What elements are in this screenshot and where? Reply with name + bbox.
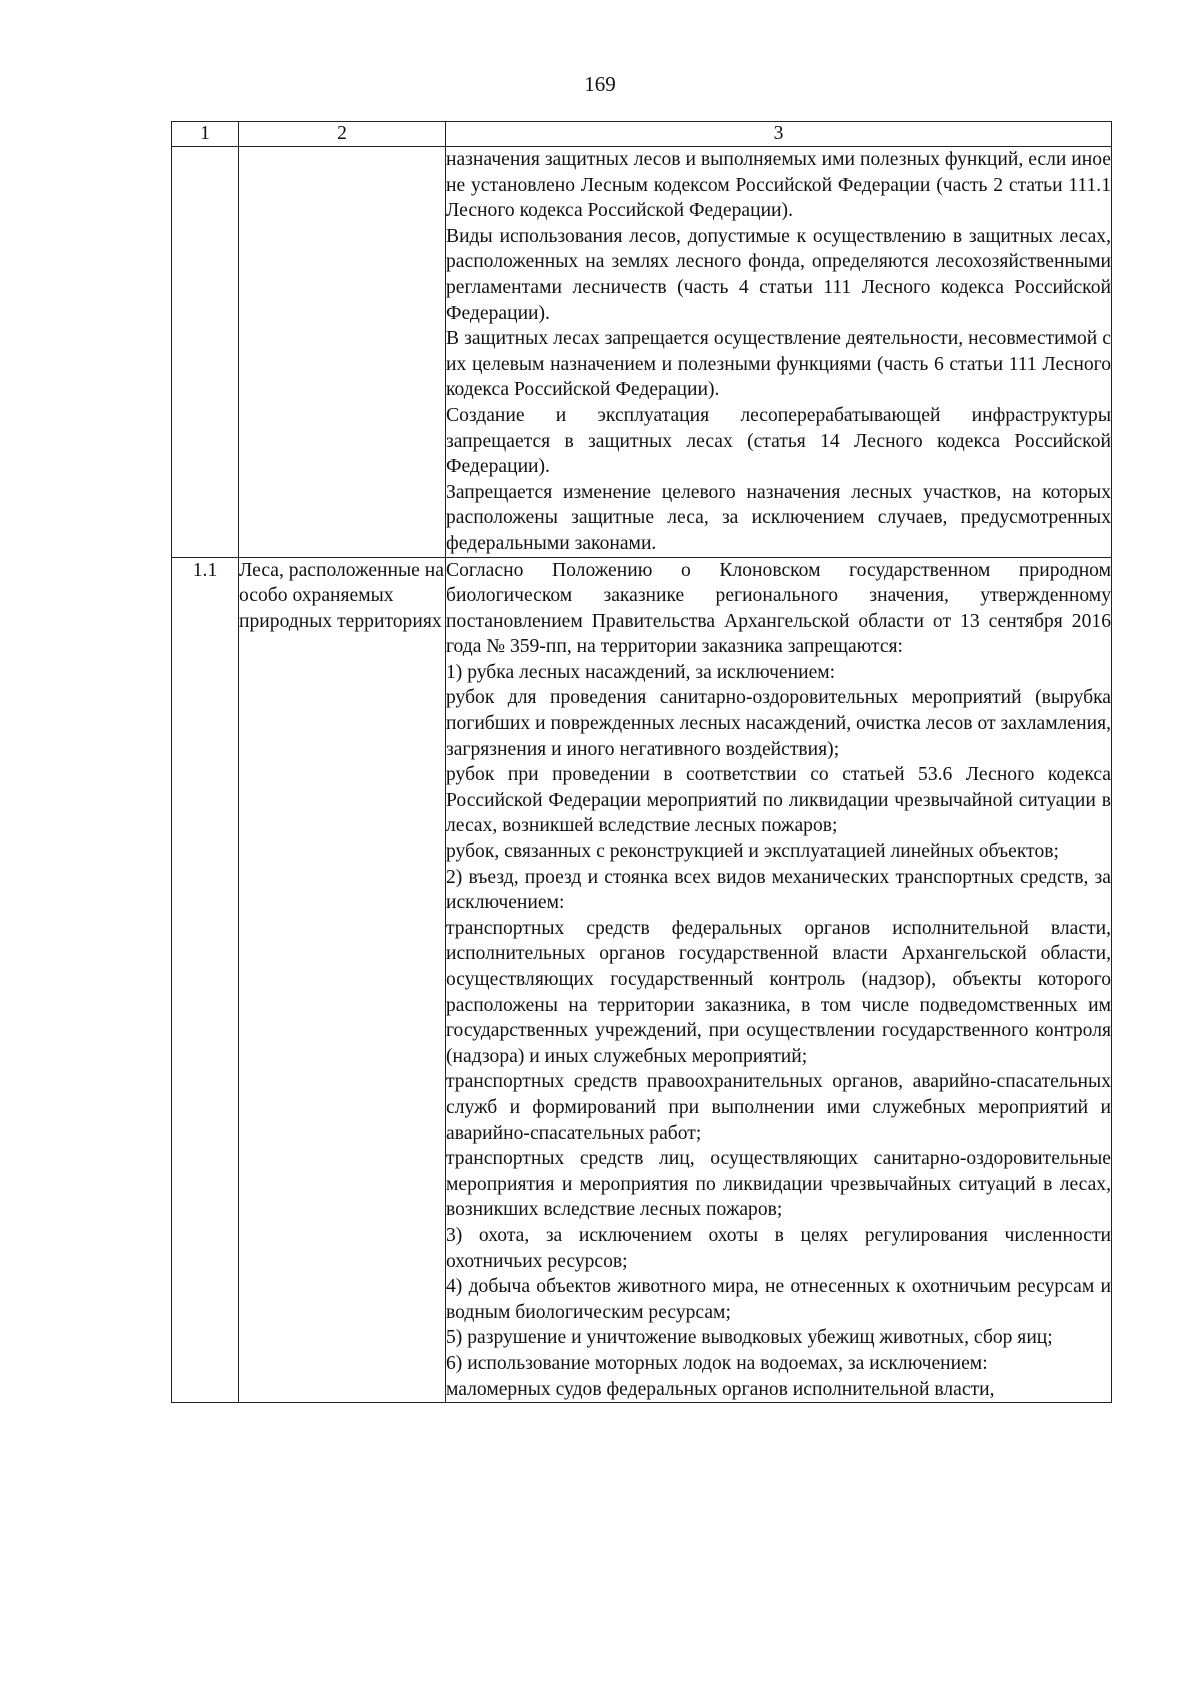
paragraph: 6) использование моторных лодок на водоемах, за исключением: (446, 1352, 988, 1374)
page-number: 169 (584, 72, 616, 96)
table-row (172, 147, 1112, 558)
column-number-2: 2 (239, 122, 446, 147)
regulation-table (171, 121, 1112, 1403)
paragraph: транспортных средств лиц, осуществляющих санитарно-оздоровительные мероприятия и мероприятия по ликвидации чрезвычайных ситуаций в лесах, возникших вследствие лесных пожаров; (446, 1148, 1111, 1221)
paragraph: рубок для проведения санитарно-оздоровительных мероприятий (вырубка погибших и поврежденных лесных насаждений, очистка лесов от захламления, загрязнения и иного негативного воздействия); (446, 687, 1111, 760)
paragraph: 3) охота, за исключением охоты в целях регулирования численности охотничьих ресурсов; (446, 1224, 1111, 1272)
paragraph: 4) добыча объектов животного мира, не отнесенных к охотничьим ресурсам и водным биологическим ресурсам; (446, 1276, 1111, 1323)
paragraph: Создание и эксплуатация лесоперерабатывающей инфраструктуры запрещается в защитных лесах (статья 14 Лесного кодекса Российской Федерации). (446, 404, 1111, 478)
paragraph: 2) въезд, проезд и стоянка всех видов механических транспортных средств, за исключением: (446, 866, 1111, 914)
row-category: Леса, расположенные на особо охраняемых природных территориях (239, 557, 446, 1403)
paragraph: транспортных средств правоохранительных органов, аварийно-спасательных служб и формирований при выполнении ими служебных мероприятий и аварийно-спасательных работ; (446, 1071, 1111, 1144)
paragraph: Согласно Положению о Клоновском государственном природном биологическом заказнике регионального значения, утвержденному постановлением Правительства Архангельской области от 13 сентября 2016 года № 359-пп, на территории заказника запрещаются: (446, 559, 1111, 658)
paragraph: рубок при проведении в соответствии со статьей 53.6 Лесного кодекса Российской Федерации мероприятий по ликвидации чрезвычайной ситуации в лесах, возникшей вследствие лесных пожаров; (446, 764, 1111, 837)
paragraph: 1) рубка лесных насаждений, за исключением: (446, 661, 836, 683)
row-requirements (446, 557, 1112, 1403)
paragraph: Запрещается изменение целевого назначения лесных участков, на которых расположены защитные леса, за исключением случаев, предусмотренных федеральными законами. (446, 481, 1111, 554)
row-number: 1.1 (172, 557, 239, 1403)
paragraph: назначения защитных лесов и выполняемых ими полезных функций, если иное не установлено Лесным кодексом Российской Федерации (часть 2 статьи 111.1 Лесного кодекса Российской Федерации). (446, 149, 1111, 222)
table-header-row (172, 122, 1112, 147)
paragraph: транспортных средств федеральных органов исполнительной власти, исполнительных органов государственной власти Архангельской области, осуществляющих государственный контроль (надзор), объекты которого расположены на территории заказника, в том числе подведомственных им государственных учреждений, при осуществлении государственного контроля (надзора) и иных служебных мероприятий; (446, 917, 1111, 1067)
row-category (239, 147, 446, 558)
table-row (172, 557, 1112, 1403)
paragraph: Виды использования лесов, допустимые к осуществлению в защитных лесах, расположенных на землях лесного фонда, определяются лесохозяйственными регламентами лесничеств (часть 4 статьи 111 Лесного кодекса Российской Федерации). (446, 225, 1111, 324)
paragraph: В защитных лесах запрещается осуществление деятельности, несовместимой с их целевым назначением и полезными функциями (часть 6 статьи 111 Лесного кодекса Российской Федерации). (446, 328, 1111, 401)
row-requirements (446, 147, 1112, 558)
paragraph: маломерных судов федеральных органов исполнительной власти, (446, 1378, 995, 1400)
column-number-1: 1 (172, 122, 239, 147)
column-number-3: 3 (446, 122, 1112, 147)
row-number (172, 147, 239, 558)
paragraph: 5) разрушение и уничтожение выводковых убежищ животных, сбор яиц; (446, 1327, 1053, 1349)
paragraph: рубок, связанных с реконструкцией и эксплуатацией линейных объектов; (446, 841, 1059, 863)
